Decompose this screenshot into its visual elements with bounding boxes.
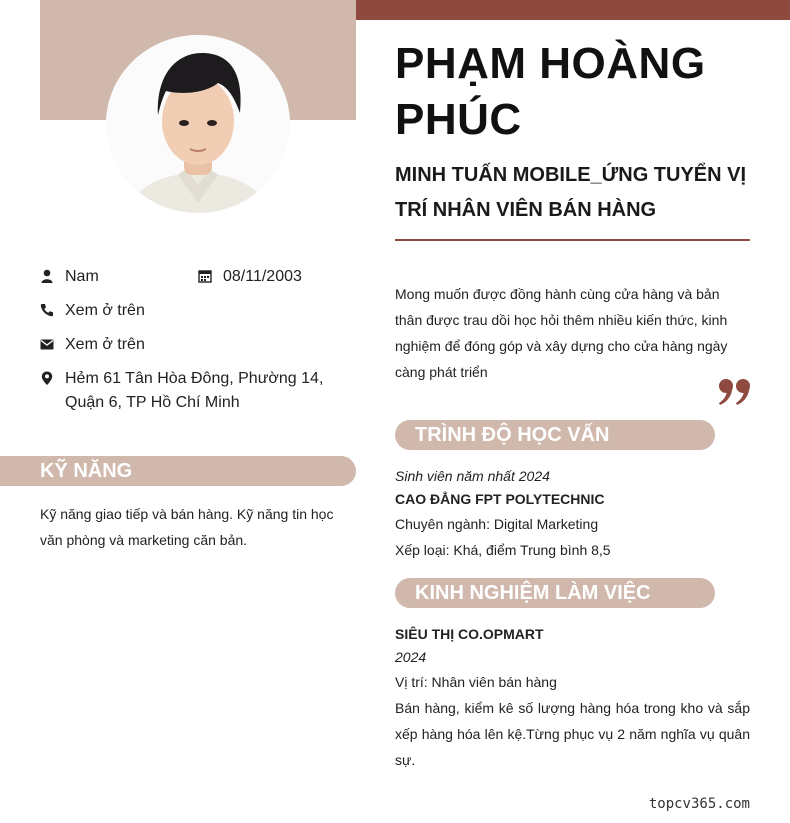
calendar-icon bbox=[198, 269, 212, 283]
user-icon bbox=[40, 269, 54, 283]
contact-phone bbox=[40, 299, 340, 323]
education-major: Chuyên ngành: Digital Marketing bbox=[395, 516, 599, 532]
contact-gender bbox=[40, 265, 190, 289]
phone-icon bbox=[40, 303, 54, 317]
email-value: Xem ở trên bbox=[65, 336, 145, 353]
location-pin-icon bbox=[40, 371, 54, 385]
education-period: Sinh viên năm nhất 2024 bbox=[395, 468, 550, 484]
experience-year: 2024 bbox=[395, 649, 427, 665]
education-school: CAO ĐẲNG FPT POLYTECHNIC bbox=[395, 491, 605, 507]
site-watermark: topcv365.com bbox=[648, 796, 750, 812]
skills-heading-label: KỸ NĂNG bbox=[40, 460, 133, 482]
gender-value: Nam bbox=[65, 268, 99, 285]
education-grade: Xếp loại: Khá, điểm Trung bình 8,5 bbox=[395, 542, 611, 558]
skills-heading bbox=[0, 456, 356, 486]
skills-text: Kỹ năng giao tiếp và bán hàng. Kỹ năng tin học văn phòng và marketing căn bản. bbox=[40, 506, 334, 548]
quote-icon bbox=[718, 377, 752, 407]
experience-position: Vị trí: Nhân viên bán hàng bbox=[395, 674, 557, 690]
experience-description: Bán hàng, kiểm kê số lượng hàng hóa trong kho và sắp xếp hàng hóa lên kệ.Từng phục vụ 2 năm nghĩa vụ quân sự. bbox=[395, 700, 750, 768]
career-objective: Mong muốn được đồng hành cùng cửa hàng và bản thân được trau dồi học hỏi thêm nhiều kiến thức, kinh nghiệm để đóng góp và xây dựng cho cửa hàng ngày càng phát triển bbox=[395, 286, 728, 380]
profile-photo-illustration bbox=[106, 35, 290, 213]
job-title: MINH TUẤN MOBILE_ỨNG TUYỂN VỊ TRÍ NHÂN VIÊN BÁN HÀNG bbox=[395, 164, 747, 221]
dob-value: 08/11/2003 bbox=[223, 268, 302, 285]
experience-heading bbox=[395, 578, 715, 608]
education-heading-label: TRÌNH ĐỘ HỌC VẤN bbox=[415, 424, 610, 446]
contact-dob bbox=[198, 265, 348, 289]
email-icon bbox=[40, 337, 54, 351]
phone-value: Xem ở trên bbox=[65, 302, 145, 319]
candidate-name: PHẠM HOÀNG PHÚC bbox=[395, 39, 706, 144]
contact-email bbox=[40, 333, 340, 357]
address-value: Hẻm 61 Tân Hòa Đông, Phường 14, Quận 6, TP Hồ Chí Minh bbox=[65, 370, 324, 411]
title-divider bbox=[395, 239, 750, 241]
experience-company: SIÊU THỊ CO.OPMART bbox=[395, 626, 544, 642]
contact-address bbox=[40, 367, 360, 417]
education-heading bbox=[395, 420, 715, 450]
experience-heading-label: KINH NGHIỆM LÀM VIỆC bbox=[415, 582, 651, 604]
top-accent-bar bbox=[356, 0, 790, 20]
profile-photo bbox=[106, 35, 290, 213]
